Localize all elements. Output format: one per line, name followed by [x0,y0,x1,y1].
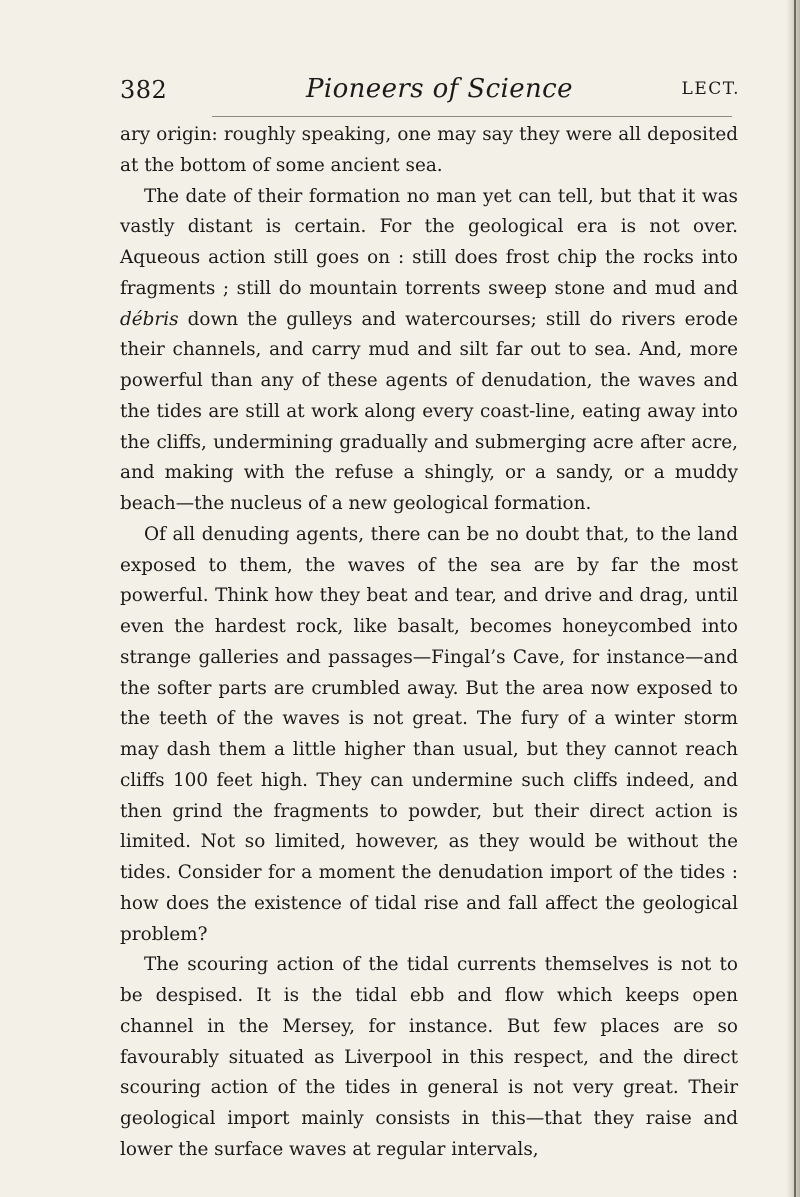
page-header [120,76,740,116]
page-edge-shadow [786,0,800,1197]
italic-word: débris [120,308,179,330]
section-label: LECT. [681,79,740,99]
paragraph-text: The date of their formation no man yet can tell, but that it was vastly distant is certain. For the geological era is not over. Aqueous action still goes on : still does frost chip the rocks into fragments ; still do mountain torrents sweep stone and mud and [120,185,738,299]
paragraph-continuation: ary origin: roughly speaking, one may say they were all deposited at the bottom of some ancient sea. [120,124,738,176]
body-text [120,120,738,1166]
header-rule [212,116,732,117]
running-title: Pioneers of Science [306,74,573,104]
page-edge-line [794,0,796,1197]
paragraph-tidal-currents: The scouring action of the tidal currents themselves is not to be despised. It is the tidal ebb and flow which keeps open channel in the Mersey, for instance. But few places are so favourably situated as Liverpool in this respect, and the direct scouring action of the tides in general is not very great. Their geological import mainly consists in this—that they raise and lower the surface waves at regular intervals, [120,954,738,1160]
page-number: 382 [120,76,168,104]
paragraph-text: down the gulleys and watercourses; still do rivers erode their channels, and carry mud and silt far out to sea. And, more powerful than any of these agents of denudation, the waves and the tides are still at work along every coast-line, eating away into the cliffs, undermining gradually and submerging acre after acre, and making with the refuse a shingly, or a sandy, or a muddy beach—the nucleus of a new geological formation. [120,308,738,514]
paragraph-denuding-agents: Of all denuding agents, there can be no doubt that, to the land exposed to them, the waves of the sea are by far the most powerful. Think how they beat and tear, and drive and drag, until even the hardest rock, like basalt, becomes honeycombed into strange galleries and passages—Fingal’s Cave, for instance—and the softer parts are crumbled away. But the area now exposed to the teeth of the waves is not great. The fury of a winter storm may dash them a little higher than usual, but they cannot reach cliffs 100 feet high. They can undermine such cliffs indeed, and then grind the fragments to powder, but their direct action is limited. Not so limited, however, as they would be without the tides. Consider for a moment the denudation import of the tides : how does the existence of tidal rise and fall affect the geological problem? [120,523,738,945]
paragraph-geological-era [120,182,738,520]
